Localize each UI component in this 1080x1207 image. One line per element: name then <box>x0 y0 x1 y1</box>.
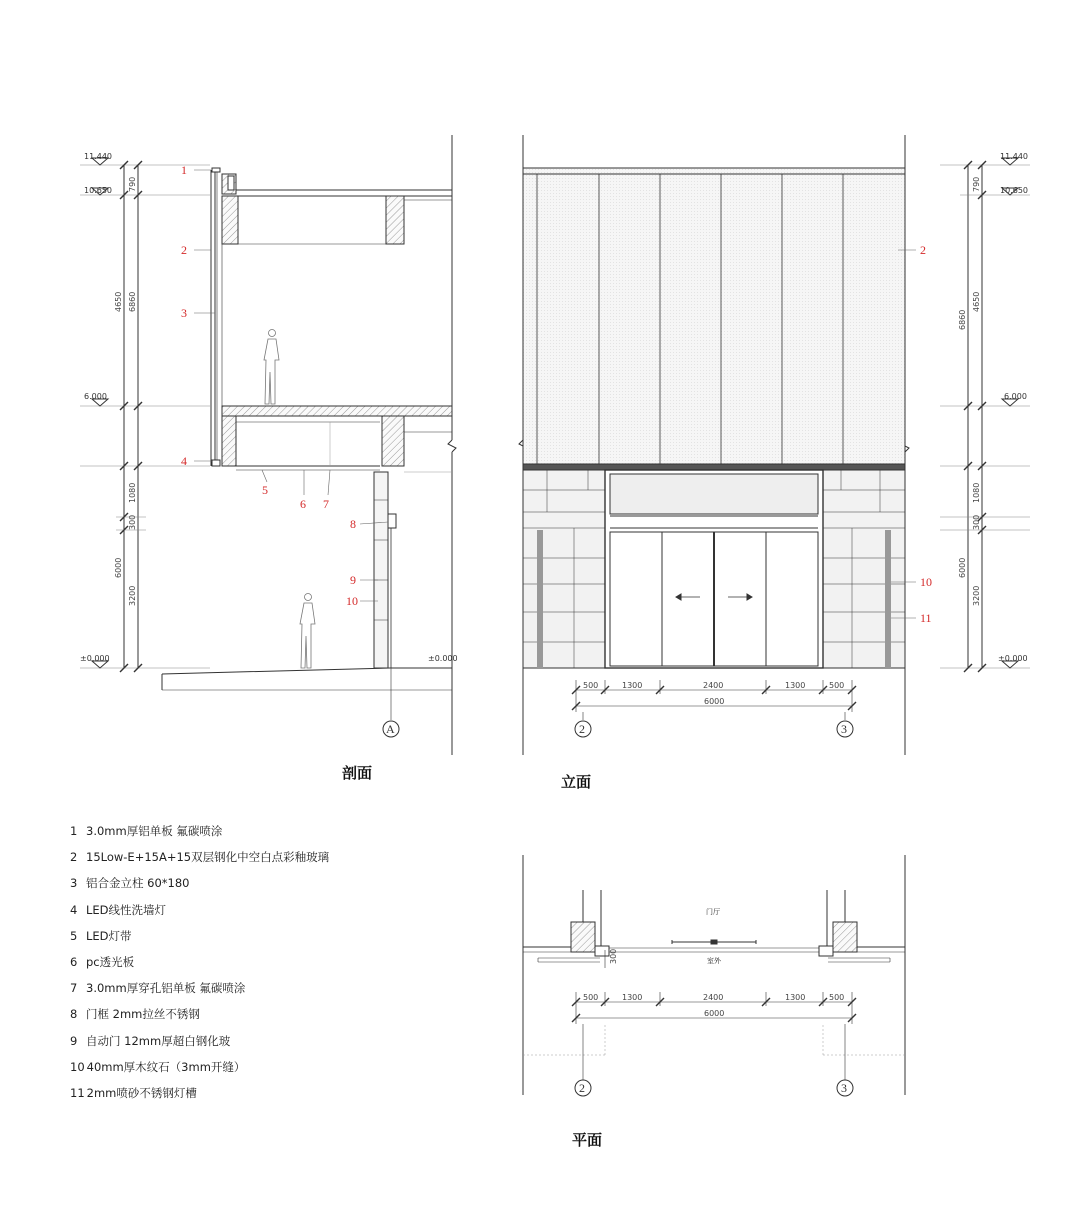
legend-item <box>70 1033 329 1059</box>
elev-callout-10: 10 <box>920 575 932 589</box>
legend-item <box>70 849 329 875</box>
plan-dim-1300-right: 1300 <box>785 993 806 1002</box>
legend-item-text: LED灯带 <box>86 928 132 943</box>
section-dim-chain <box>80 158 210 672</box>
elev-dim-4650: 4650 <box>972 291 981 312</box>
callout-9: 9 <box>350 573 356 587</box>
elev-callout-2: 2 <box>920 243 926 257</box>
legend-item-number: 11 <box>70 1085 85 1100</box>
elev-dim-total: 6000 <box>704 697 725 706</box>
elev-axis-3-label: 3 <box>841 722 847 736</box>
caption-elevation: 立面 <box>561 773 592 791</box>
dim-1080: 1080 <box>128 482 137 503</box>
callout-7: 7 <box>323 497 329 511</box>
material-legend <box>70 823 329 1111</box>
caption-section: 剖面 <box>342 764 373 782</box>
legend-item <box>70 1006 329 1032</box>
legend-item <box>70 1059 329 1085</box>
legend-item-number: 2 <box>70 850 78 865</box>
elev-dim-300: 300 <box>972 514 981 530</box>
axis-a-label: A <box>386 722 395 736</box>
plan-axis-3-label: 3 <box>841 1081 847 1095</box>
elev-dim-3200: 3200 <box>972 585 981 606</box>
plan-axis-2-label: 2 <box>579 1081 585 1095</box>
legend-item <box>70 1085 329 1111</box>
dim-6860: 6860 <box>128 291 137 312</box>
dim-4650: 4650 <box>114 291 123 312</box>
level-10650: 10.650 <box>84 186 112 195</box>
legend-item <box>70 823 329 849</box>
legend-item-number: 1 <box>70 824 78 838</box>
scale-figure-lower <box>300 594 315 669</box>
legend-item-number: 7 <box>70 981 78 996</box>
caption-plan: 平面 <box>572 1131 603 1149</box>
elev-dim-500-left: 500 <box>583 681 599 690</box>
room-lobby: 门厅 <box>706 908 720 916</box>
plan-dim-500-right: 500 <box>829 993 845 1002</box>
section-vertical-dims <box>114 177 137 606</box>
callout-8: 8 <box>350 517 356 531</box>
elev-dim-1300-right: 1300 <box>785 681 806 690</box>
plan-texts <box>579 907 847 1095</box>
legend-item <box>70 902 329 928</box>
elev-axis-2-label: 2 <box>579 722 585 736</box>
callout-6: 6 <box>300 497 306 511</box>
elev-dim-6860: 6860 <box>958 309 967 330</box>
legend-item-number: 10 <box>70 1059 85 1074</box>
callout-4: 4 <box>181 454 187 468</box>
level-11440: 11.440 <box>84 152 112 161</box>
legend-item-text: 3.0mm厚穿孔铝单板 氟碳喷涂 <box>86 981 246 996</box>
legend-item-text: 2mm喷砂不锈钢灯槽 <box>86 1085 197 1100</box>
legend-item-text: 铝合金立柱 60*180 <box>86 876 190 891</box>
legend-item-number: 9 <box>70 1033 78 1048</box>
legend-item-number: 3 <box>70 876 78 891</box>
elev-dim-500-right: 500 <box>829 681 845 690</box>
callout-2: 2 <box>181 243 187 257</box>
elev-dim-6000: 6000 <box>958 557 967 578</box>
elev-dim-1080: 1080 <box>972 482 981 503</box>
legend-item-text: 15Low-E+15A+15双层钢化中空白点彩釉玻璃 <box>86 850 330 865</box>
section-drawing <box>80 135 456 755</box>
level-zero-ground: ±0.000 <box>428 654 458 663</box>
plan-dim-2400: 2400 <box>703 993 724 1002</box>
legend-item-text: LED线性洗墙灯 <box>86 902 167 917</box>
dim-3200: 3200 <box>128 585 137 606</box>
legend-item-number: 6 <box>70 954 78 969</box>
level-zero: ±0.000 <box>80 654 110 663</box>
legend-item-text: 40mm厚木纹石（3mm开缝） <box>86 1059 246 1074</box>
legend-item-number: 4 <box>70 902 78 917</box>
legend-item-number: 5 <box>70 928 78 943</box>
scale-figure-upper <box>264 330 279 405</box>
elev-dim-2400: 2400 <box>703 681 724 690</box>
elev-level-11440: 11.440 <box>1000 152 1028 161</box>
dim-6000: 6000 <box>114 557 123 578</box>
room-outdoor: 室外 <box>707 957 721 965</box>
legend-item-text: 门框 2mm拉丝不锈钢 <box>86 1007 200 1022</box>
legend-item <box>70 980 329 1006</box>
dim-790: 790 <box>128 176 137 192</box>
legend-item <box>70 875 329 901</box>
callout-10: 10 <box>346 594 358 608</box>
plan-dim-300: 300 <box>609 948 618 964</box>
legend-item <box>70 954 329 980</box>
plan-dim-1300-left: 1300 <box>622 993 643 1002</box>
plan-dim-500-left: 500 <box>583 993 599 1002</box>
elev-dim-790: 790 <box>972 176 981 192</box>
legend-item <box>70 928 329 954</box>
legend-item-text: 自动门 12mm厚超白钢化玻 <box>86 1033 231 1048</box>
callout-1: 1 <box>181 163 187 177</box>
legend-item-number: 8 <box>70 1007 78 1022</box>
level-6000: 6.000 <box>84 392 107 401</box>
plan-drawing <box>523 855 905 1096</box>
elev-dim-1300-left: 1300 <box>622 681 643 690</box>
elevation-drawing <box>519 135 1030 755</box>
elev-level-zero: ±0.000 <box>998 654 1028 663</box>
legend-item-text: pc透光板 <box>86 954 135 969</box>
dim-300: 300 <box>128 514 137 530</box>
callout-3: 3 <box>181 306 187 320</box>
callout-5: 5 <box>262 483 268 497</box>
plan-dim-total: 6000 <box>704 1009 725 1018</box>
legend-item-text: 3.0mm厚铝单板 氟碳喷涂 <box>86 824 223 838</box>
elev-level-10650: 10.650 <box>1000 186 1028 195</box>
elev-callout-11: 11 <box>920 611 932 625</box>
elev-level-6000: 6.000 <box>1004 392 1027 401</box>
